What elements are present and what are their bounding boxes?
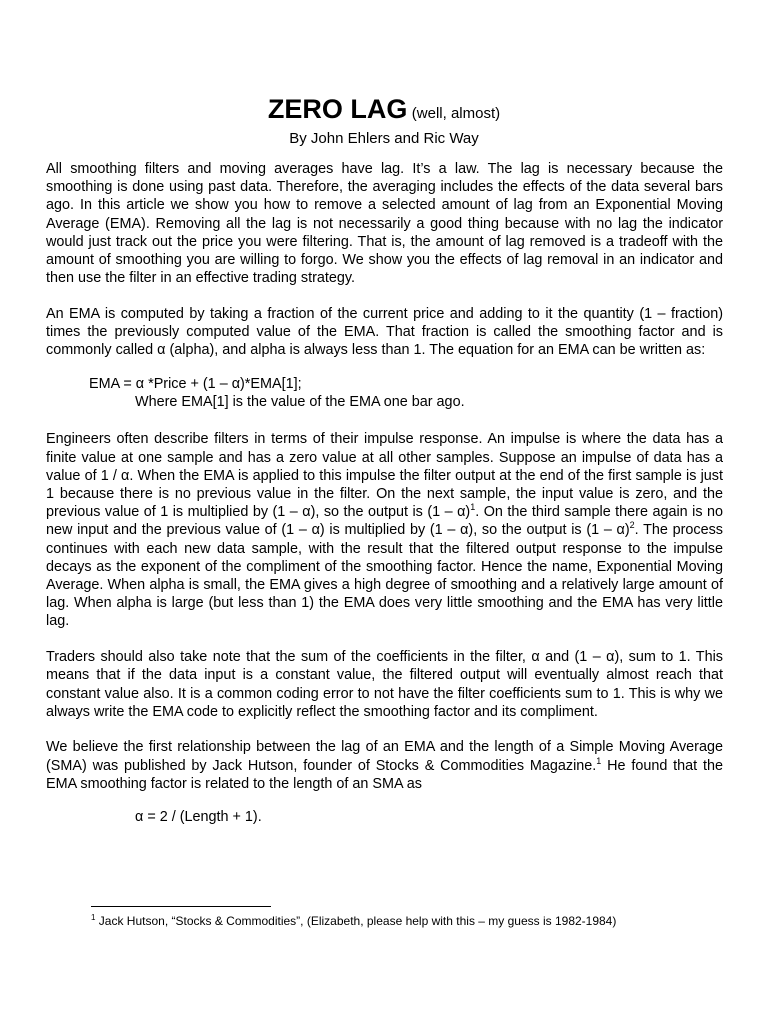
alpha-equation: α = 2 / (Length + 1). bbox=[135, 809, 262, 826]
title-block bbox=[0, 92, 768, 149]
document-subtitle: (well, almost) bbox=[411, 105, 501, 122]
footnote-divider bbox=[91, 906, 271, 907]
impulse-text-b: . On the third sample there again is no new input and the previous value of (1 – α) is multiplied by (1 – α), so the output is (1 – α) bbox=[46, 504, 724, 539]
superscript-exponent-1: 1 bbox=[470, 502, 476, 513]
paragraph-ema-definition: An EMA is computed by taking a fraction of the current price and adding to it the quantity (1 – fraction) times the previously computed value of the EMA. That fraction is called the smoothing factor and is commonly called α (alpha), and alpha is always less than 1. The equation for an EMA can be written as: bbox=[46, 305, 723, 359]
footnote-marker: 1 bbox=[91, 913, 96, 922]
superscript-exponent-2: 2 bbox=[629, 520, 635, 531]
document-title: ZERO LAG bbox=[267, 94, 408, 124]
footnote-reference[interactable]: 1 bbox=[596, 755, 602, 766]
impulse-text-c: . The process continues with each new data sample, with the result that the filtered output response to the impulse decays as the exponent of the compliment of the smoothing factor. Hence the name, Exponential Moving Average. When alpha is small, the EMA gives a high degree of smoothing and a relatively large amount of lag. When alpha is large (but less than 1) the EMA does very little smoothing and the EMA has very little lag. bbox=[46, 522, 724, 630]
title-line bbox=[0, 92, 768, 131]
paragraph-intro: All smoothing filters and moving averages have lag. It’s a law. The lag is necessary because the smoothing is done using past data. Therefore, the averaging includes the effects of the data several bars ago. In this article we show you how to remove a selected amount of lag from an Exponential Moving Average (EMA). Removing all the lag is not necessarily a good thing because with no lag the indicator would just track out the price you were filtering. That is, the amount of lag removed is a tradeoff with the amount of smoothing you are willing to forgo. We show you the effects of lag removal in an indicator and then use the filter in an effective trading strategy. bbox=[46, 161, 723, 287]
paragraph-hutson bbox=[46, 738, 723, 793]
paragraph-coefficients: Traders should also take note that the sum of the coefficients in the filter, α and (1 – α), sum to 1. This means that if the data input is a constant value, the filtered output will eventually almost reach that constant value also. It is a common coding error to not have the filter coefficients sum to 1. This is why we always write the EMA code to explicitly reflect the smoothing factor and its compliment. bbox=[46, 649, 723, 720]
byline: By John Ehlers and Ric Way bbox=[289, 130, 479, 147]
hutson-text-a: We believe the first relationship between the lag of an EMA and the length of a Simple Moving Average (SMA) was published by Jack Hutson, founder of Stocks & Commodities Magazine. bbox=[46, 739, 723, 774]
footnote-text: Jack Hutson, “Stocks & Commodities”, (Elizabeth, please help with this – my guess is 1982-1984) bbox=[95, 914, 617, 928]
hutson-text-b: He found that the EMA smoothing factor is related to the length of an SMA as bbox=[46, 757, 723, 792]
ema-equation-note: Where EMA[1] is the value of the EMA one bar ago. bbox=[135, 394, 465, 411]
document-body bbox=[46, 160, 723, 826]
ema-equation: EMA = α *Price + (1 – α)*EMA[1]; bbox=[89, 376, 302, 393]
footnote bbox=[91, 913, 616, 929]
paragraph-impulse-response bbox=[46, 430, 723, 630]
impulse-text-a: Engineers often describe filters in terms of their impulse response. An impulse is where the data has a finite value at one sample and has a zero value at all other samples. Suppose an impulse of data has a value of 1 / α. When the EMA is applied to this impulse the filter output at the end of the first sample is just 1 because there is no previous value in the filter. On the next sample, the input value is zero, and the previous value of 1 is multiplied by (1 – α), so the output is (1 – α) bbox=[46, 431, 723, 521]
